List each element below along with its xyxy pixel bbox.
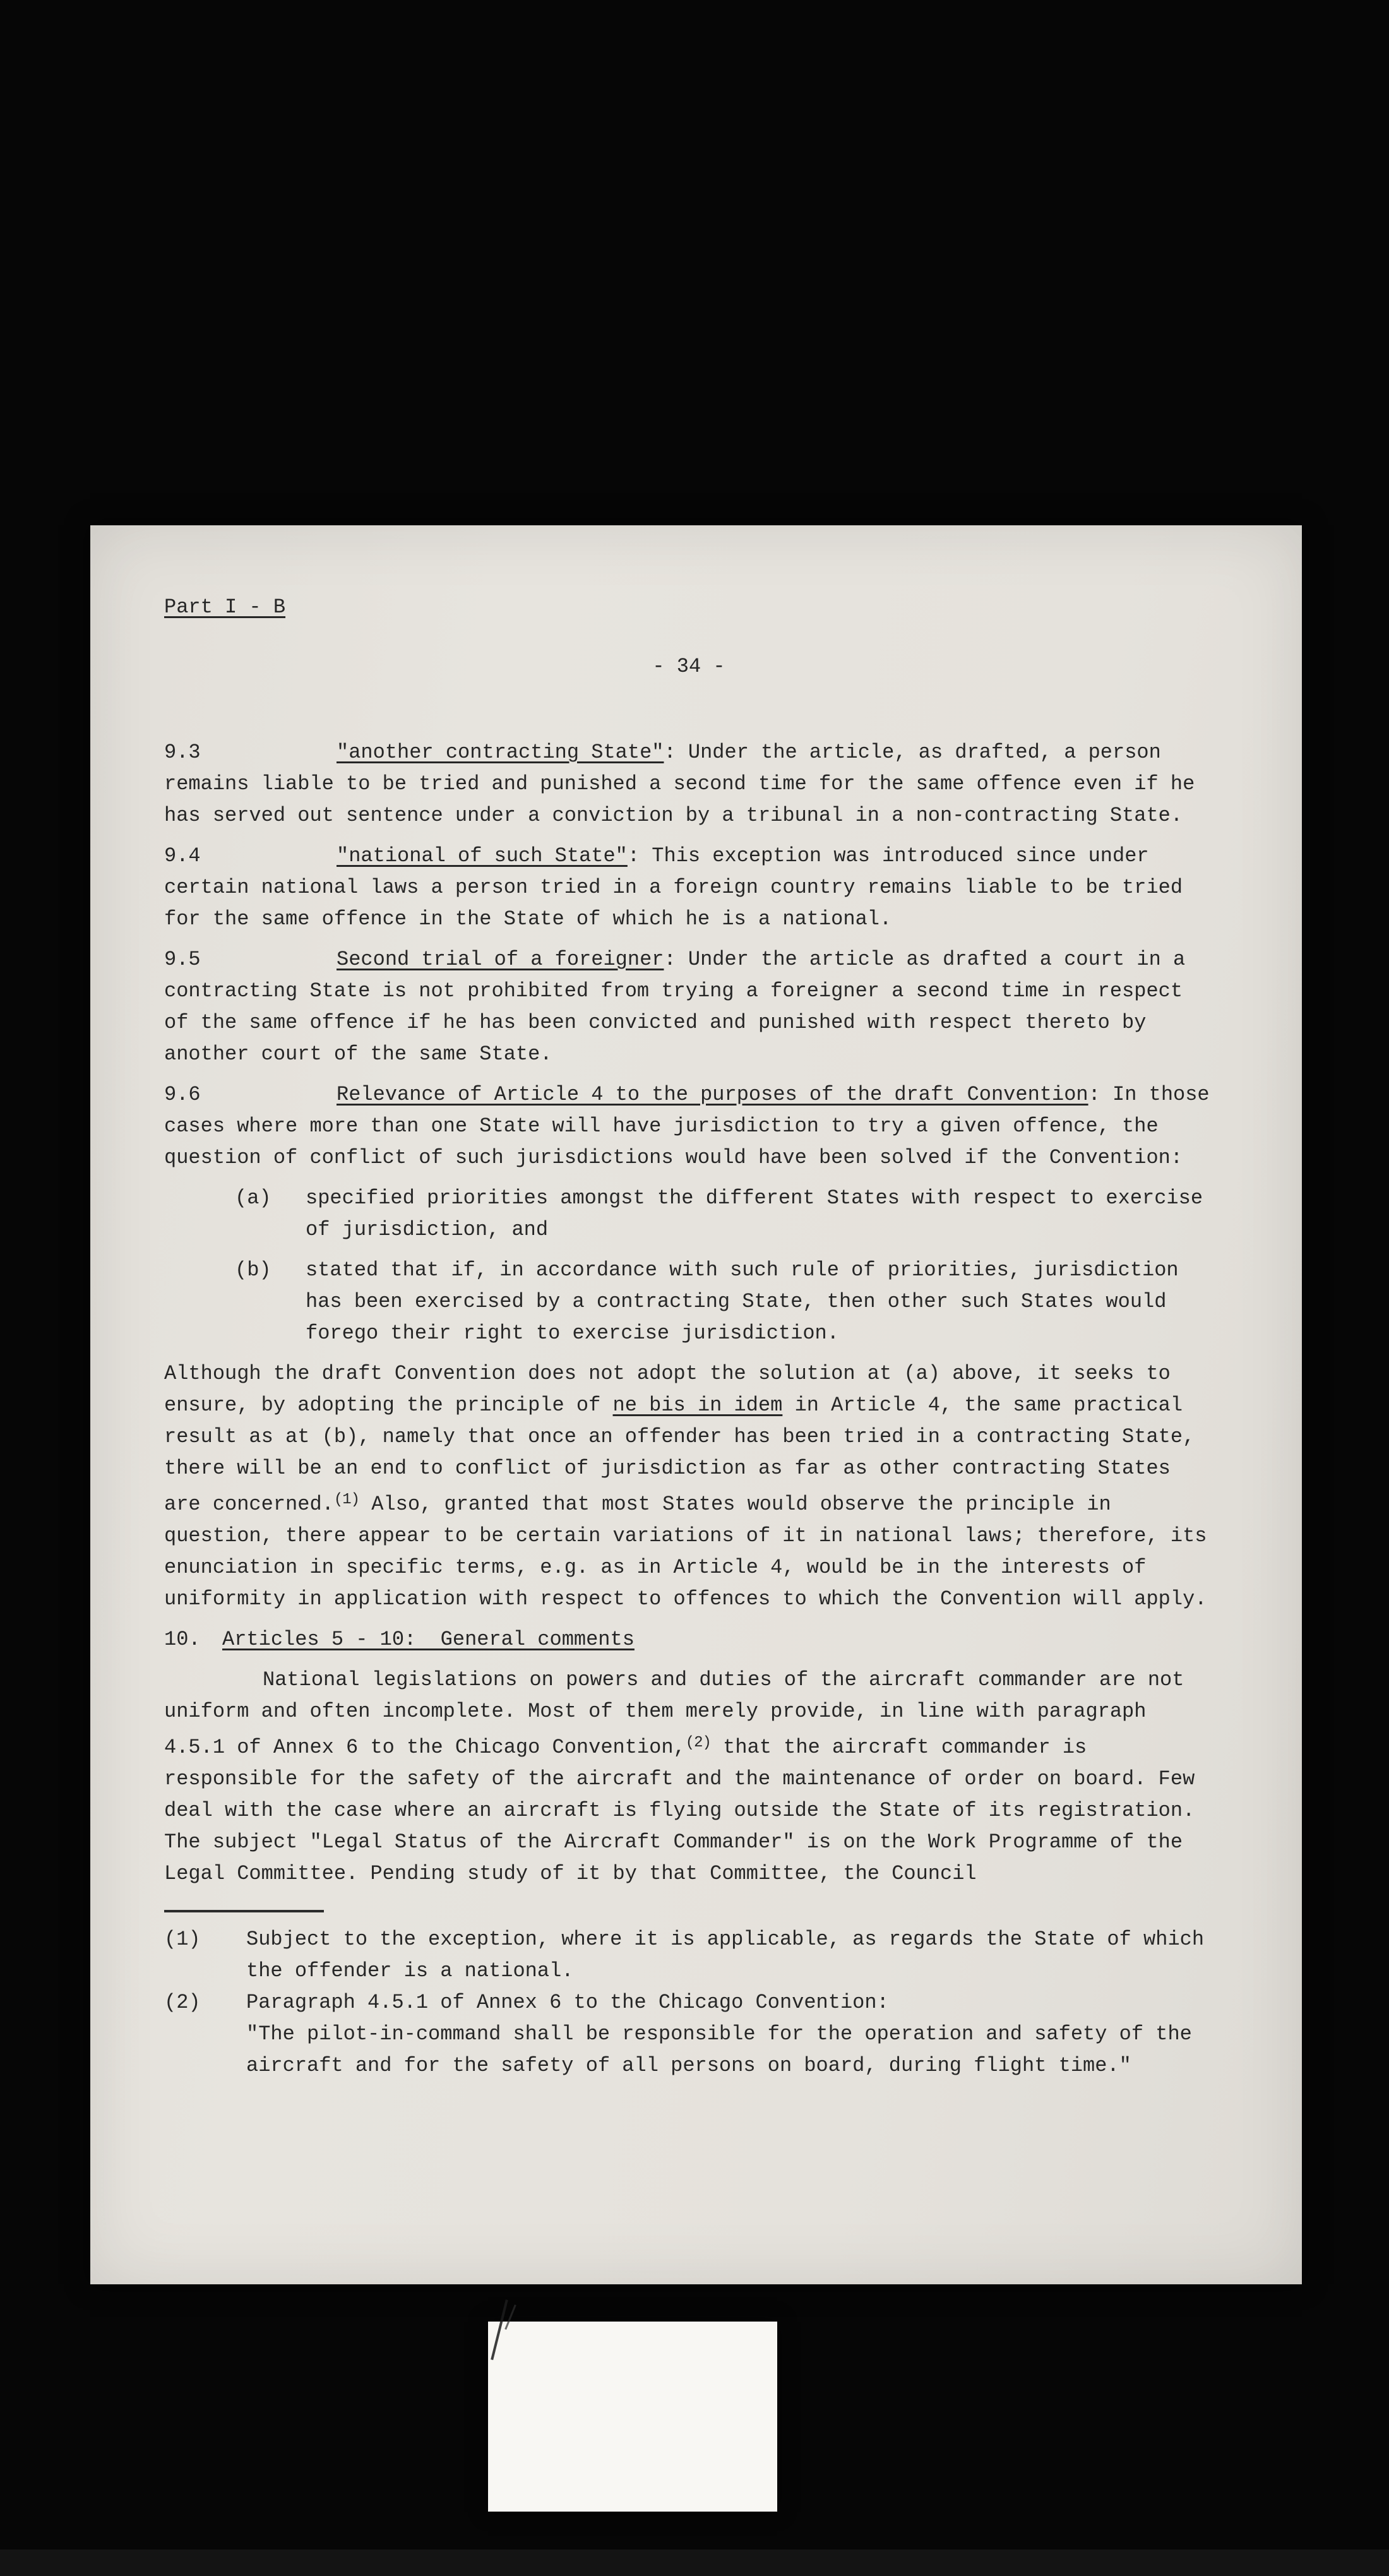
list-item-a-text: specified priorities amongst the different States with respect to exercise of jurisdiction, and xyxy=(306,1186,1203,1241)
section-9-4-body: : This exception was introduced since under certain national laws a person tried in a foreign country remains liable to be tried for the same offence in the State of which he is a national. xyxy=(164,844,1183,931)
paragraph-national-pre: National legislations on powers and duties of the aircraft commander are not uniform and often incomplete. Most of them merely provide, in line with paragraph 4.5.1 of Annex 6 to the Chicago Convention, xyxy=(164,1668,1184,1759)
footnote-1-text: Subject to the exception, where it is applicable, as regards the State of which the offender is a national. xyxy=(246,1928,1205,1983)
footnote-1-label: (1) xyxy=(164,1928,201,1951)
paragraph-although-post: Also, granted that most States would observe the principle in question, there appear to be certain variations of it in national laws; therefore, its enunciation in specific terms, e.g. as in Article 4, would be in the interests of uniformity in application with respect to offences to which the Convention will apply. xyxy=(164,1493,1207,1611)
pen-mark-icon xyxy=(491,2299,508,2360)
paragraph-although-pre: Although the draft Convention does not adopt the solution at (a) above, it seeks to ensure, by adopting the principle of xyxy=(164,1362,1171,1417)
section-9-5 xyxy=(164,944,1213,1070)
section-9-6-number: 9.6 xyxy=(164,1083,201,1106)
paragraph-national-post: that the aircraft commander is responsible for the safety of the aircraft and the maintenance of order on board. Few deal with the case where an aircraft is flying outside the State of its registration. The subject "Legal Status of the Aircraft Commander" is on the Work Programme of the Legal Committee. Pending study of it by that Committee, the Council xyxy=(164,1736,1195,1885)
footnote-1 xyxy=(164,1924,1213,1987)
list-item-b-text: stated that if, in accordance with such rule of priorities, jurisdiction has been exercised by a contracting State, then other such States would forego their right to exercise jurisdiction. xyxy=(306,1258,1179,1345)
latin-phrase: ne bis in idem xyxy=(612,1393,783,1417)
header-row xyxy=(164,592,1213,623)
footnote-2-label: (2) xyxy=(164,1991,201,2014)
section-10-number: 10. xyxy=(164,1628,201,1651)
section-9-3-number: 9.3 xyxy=(164,741,201,764)
paragraph-national xyxy=(164,1664,1213,1890)
paragraph-although xyxy=(164,1358,1213,1615)
scanner-edge xyxy=(0,2549,1389,2576)
page-number: - 34 - xyxy=(652,655,725,678)
section-9-6 xyxy=(164,1079,1213,1174)
list-item-a-label: (a) xyxy=(235,1186,271,1210)
section-9-6-heading: Relevance of Article 4 to the purposes of the draft Convention xyxy=(337,1083,1088,1106)
section-9-3-body: : Under the article, as drafted, a person remains liable to be tried and punished a second time for the same offence even if he has served out sentence under a conviction by a tribunal in a non-contracting State. xyxy=(164,741,1195,827)
section-9-5-number: 9.5 xyxy=(164,948,201,971)
list-item-b xyxy=(164,1255,1213,1349)
paragraph-although-mid: in Article 4, the same practical result as at (b), namely that once an offender has been tried in a contracting State, there will be an end to conflict of jurisdiction as far as other contracting States are concerned. xyxy=(164,1393,1195,1516)
photo-card xyxy=(488,2322,777,2512)
section-9-4 xyxy=(164,840,1213,935)
section-9-5-heading: Second trial of a foreigner xyxy=(337,948,664,971)
section-9-6-body: : In those cases where more than one State will have jurisdiction to try a given offence, the question of conflict of such jurisdictions would have been solved if the Convention: xyxy=(164,1083,1210,1169)
list-item-a xyxy=(164,1183,1213,1246)
footnote-ref-2: (2) xyxy=(685,1734,711,1751)
section-9-4-number: 9.4 xyxy=(164,844,201,868)
section-9-3-heading: "another contracting State" xyxy=(337,741,664,764)
section-10-heading: Articles 5 - 10: General comments xyxy=(222,1628,635,1651)
section-9-5-body: : Under the article as drafted a court in a contracting State is not prohibited from trying a foreigner a second time in respect of the same offence if he has been convicted and punished with respect thereto by another court of the same State. xyxy=(164,948,1186,1066)
pen-mark-small-icon xyxy=(504,2305,516,2330)
list-item-b-label: (b) xyxy=(235,1258,271,1282)
footnote-ref-1: (1) xyxy=(333,1491,360,1508)
document-page xyxy=(90,525,1302,2284)
footnote-2 xyxy=(164,1987,1213,2082)
footnote-2-text: Paragraph 4.5.1 of Annex 6 to the Chicago Convention: xyxy=(246,1991,889,2014)
part-header: Part I - B xyxy=(164,595,286,619)
section-9-4-heading: "national of such State" xyxy=(337,844,628,868)
footnote-2-quote: "The pilot-in-command shall be responsible for the operation and safety of the aircraft and for the safety of all persons on board, during flight time." xyxy=(246,2022,1192,2077)
section-9-3 xyxy=(164,737,1213,832)
section-10-heading-row xyxy=(164,1624,1213,1655)
footnote-rule xyxy=(164,1910,324,1912)
